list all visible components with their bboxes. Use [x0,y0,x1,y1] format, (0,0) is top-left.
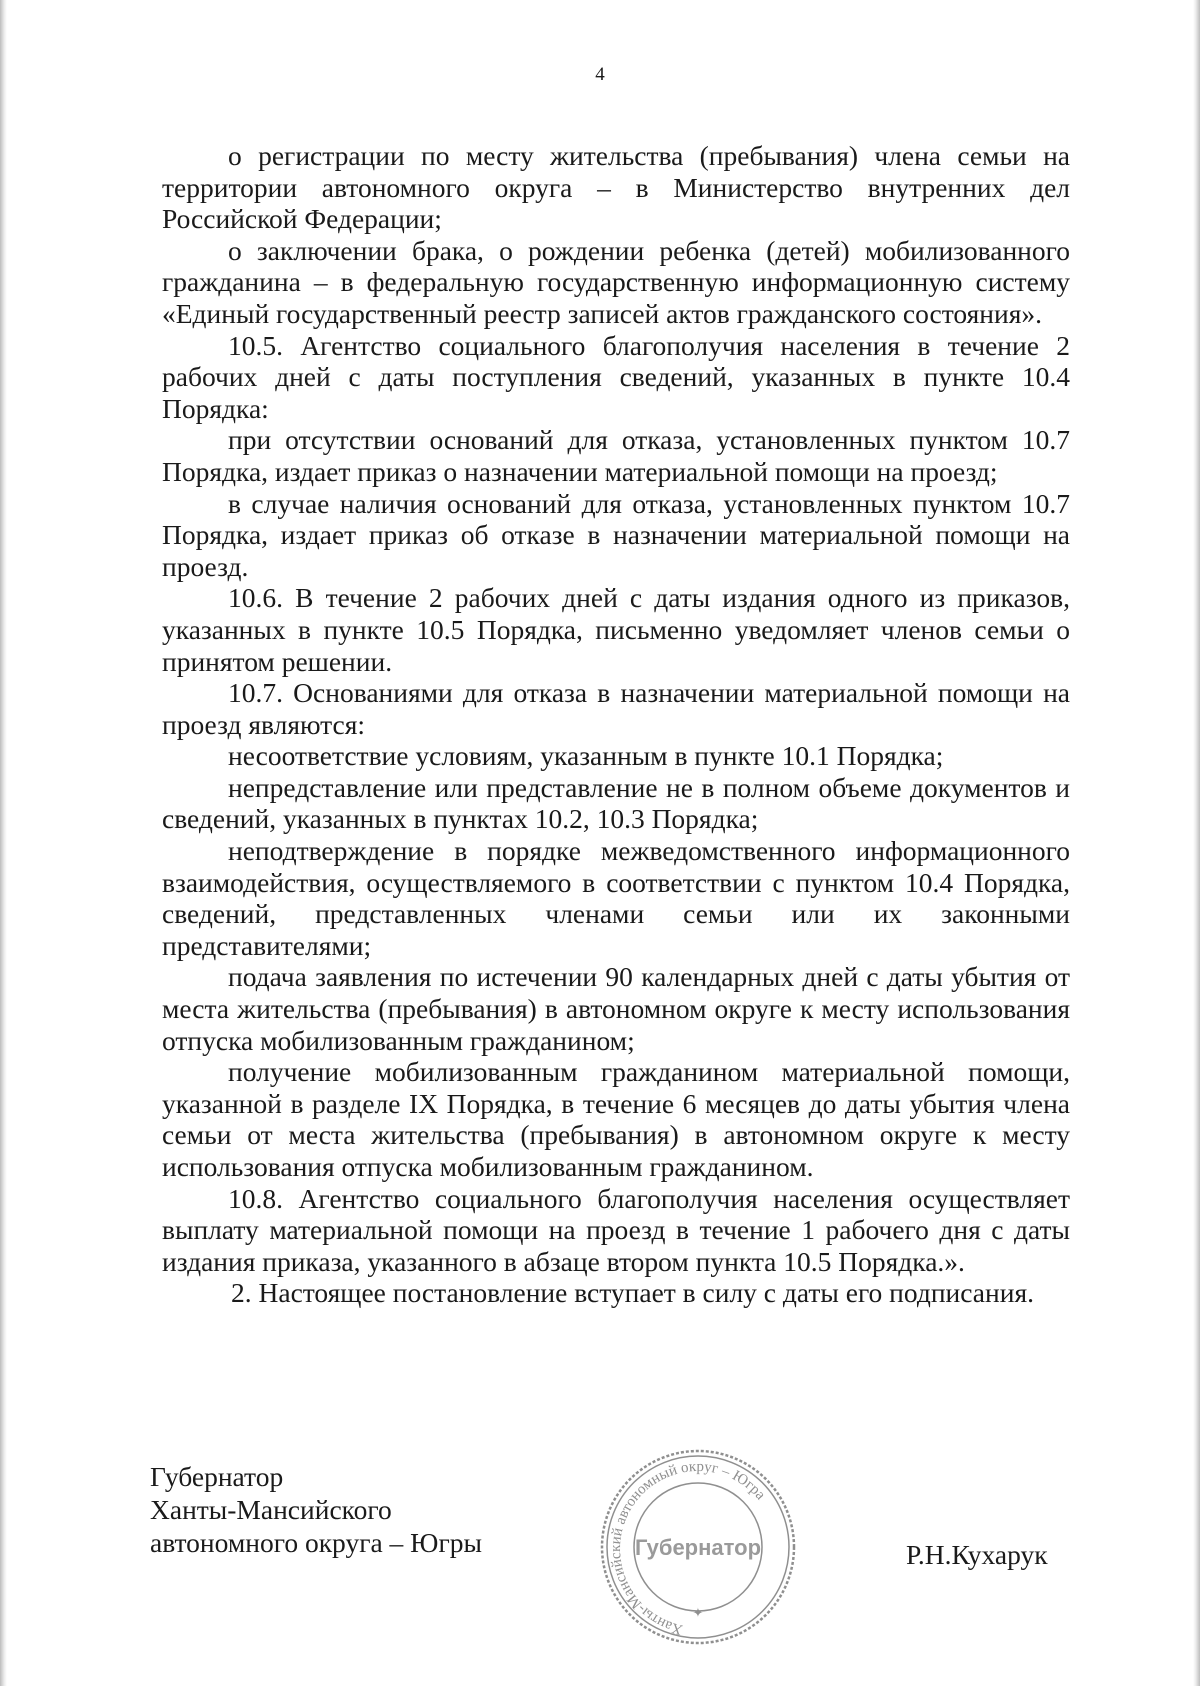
paragraph: в случае наличия оснований для отказа, установленных пунктом 10.7 Порядка, издает приказ об отказе в назначении материальной помощи на проезд. [162,487,1070,582]
signatory-position-line: Ханты-Мансийского [150,1494,392,1525]
paragraph: 2. Настоящее постановление вступает в силу с даты его подписания. [231,1277,1034,1309]
paragraph: 10.8. Агентство социального благополучия населения осуществляет выплату материальной помощи на проезд в течение 1 рабочего дня с даты издания приказа, указанного в абзаце втором пункта 10.5 Порядка.». [162,1182,1070,1277]
page-number: 4 [595,64,605,85]
paragraph: о регистрации по месту жительства (пребывания) члена семьи на территории автономного округа – в Министерство внутренних дел Российской Федерации; [162,140,1070,235]
paragraph: 10.7. Основаниями для отказа в назначении материальной помощи на проезд являются: [162,677,1070,740]
document-body [162,140,1070,1309]
paragraph: 10.6. В течение 2 рабочих дней с даты издания одного из приказов, указанных в пункте 10.5 Порядка, письменно уведомляет членов семьи о принятом решении. [162,582,1070,677]
paragraph: о заключении брака, о рождении ребенка (детей) мобилизованного гражданина – в федеральную государственную информационную систему «Единый государственный реестр записей актов гражданского состояния». [162,234,1070,329]
paragraph: при отсутствии оснований для отказа, установленных пунктом 10.7 Порядка, издает приказ о назначении материальной помощи на проезд; [162,424,1070,487]
seal-ring-text: Ханты-Мансийский автономный округ – Югра [608,1458,769,1638]
scan-edge-left [0,0,7,1686]
signature-block [0,1460,1200,1660]
signatory-position [150,1460,482,1559]
scan-edge-right [1193,0,1200,1686]
signatory-name: Р.Н.Кухарук [906,1539,1048,1570]
paragraph: получение мобилизованным гражданином материальной помощи, указанной в разделе IX Порядка, в течение 6 месяцев до даты убытия члена семьи от места жительства (пребывания) в автономном округе к месту использования отпуска мобилизованным гражданином. [162,1056,1070,1182]
paragraph: несоответствие условиям, указанным в пункте 10.1 Порядка; [228,740,944,772]
signatory-position-line: автономного округа – Югры [150,1527,482,1558]
signatory-position-line: Губернатор [150,1461,284,1492]
paragraph: неподтверждение в порядке межведомственного информационного взаимодействия, осуществляемого в соответствии с пунктом 10.4 Порядка, сведений, представленных членами семьи или их законными представителями; [162,835,1070,961]
paragraph: 10.5. Агентство социального благополучия населения в течение 2 рабочих дней с даты поступления сведений, указанных в пункте 10.4 Порядка: [162,329,1070,424]
paragraph: подача заявления по истечении 90 календарных дней с даты убытия от места жительства (пребывания) в автономном округе к месту использования отпуска мобилизованным гражданином; [162,961,1070,1056]
paragraph: непредставление или представление не в полном объеме документов и сведений, указанных в пунктах 10.2, 10.3 Порядка; [162,771,1070,835]
seal-star-icon: ✦ [692,1606,704,1621]
official-seal-stamp [598,1445,798,1650]
seal-center-text: Губернатор [634,1535,762,1560]
